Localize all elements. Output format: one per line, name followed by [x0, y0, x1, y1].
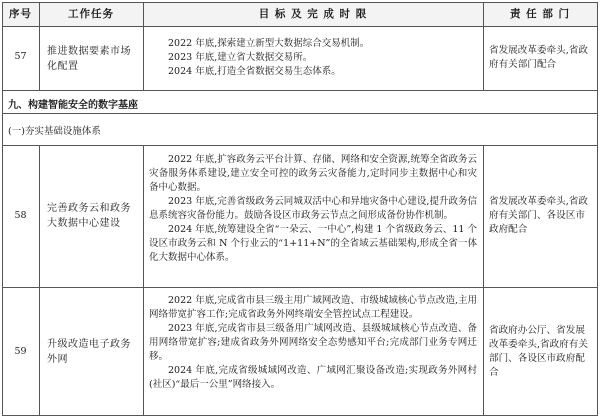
goal-paragraph: 2023 年底,建立省大数据交易所。	[168, 52, 313, 63]
header-goal: 目 标 及 完 成 时 限	[258, 8, 368, 20]
task-name: 升级改造电子政务外网	[47, 339, 131, 365]
header-dept: 责 任 部 门	[510, 8, 570, 20]
goal-text	[149, 294, 477, 392]
responsible-dept: 省发展改革委牵头,省政府有关部门配合	[489, 45, 588, 70]
goal-text	[149, 37, 477, 79]
goal-paragraph: 2022 年底,探索建立新型大数据综合交易机制。	[168, 38, 370, 49]
goal-paragraph: 2022 年底,完成省市县三级主用广域网改造、市级城域核心节点改造,主用网络带宽扩容工作;完成省政务外网终端安全管控试点工程建设。	[149, 295, 477, 320]
header-task: 工作任务	[68, 8, 114, 20]
task-name: 推进数据要素市场化配置	[47, 46, 131, 72]
subsection-heading: (一)夯实基础设施体系	[8, 126, 101, 137]
responsible-dept: 省发展改革委牵头,省政府有关部门、各设区市政府配合	[489, 196, 588, 235]
header-no: 序号	[9, 8, 32, 20]
section-heading: 九、构建智能安全的数字基座	[8, 100, 138, 111]
row-number: 58	[14, 210, 27, 221]
policy-table	[2, 2, 598, 416]
responsible-dept: 省政府办公厅、省发展改革委牵头,省政府有关部门、各设区市政府配合	[489, 325, 588, 378]
goal-paragraph: 2022 年底,扩容政务云平台计算、存储、网络和安全资源,统筹全省政务云灾备服务体系建设,建立安全可控的政务云灾备能力,定时同步主数据中心和灾备中心数据。	[149, 154, 477, 193]
goal-paragraph: 2023 年底,完善省级政务云同城双活中心和异地灾备中心建设,提升政务信息系统容灾备份能力。鼓励各设区市政务云节点之间形成备份协作机制。	[149, 196, 477, 221]
task-name: 完善政务云和政务大数据中心建设	[47, 203, 131, 229]
goal-paragraph: 2024 年底,打造全省数据交易生态体系。	[168, 66, 341, 77]
row-number: 57	[14, 51, 27, 62]
goal-text	[149, 153, 477, 265]
goal-paragraph: 2024 年底,统筹建设全省“一朵云、一中心”,构建 1 个省级政务云、11 个设区市政务云和 N 个行业云的“1+11+N”的全省域云基础架构,形成全省一体化大数据中心体系。	[149, 224, 477, 263]
goal-paragraph: 2023 年底,完成省市县三级备用广域网改造、县级城域核心节点改造、备用网络带宽扩容;建成省政务外网网络安全态势感知平台;完成部门业务专网迁移。	[149, 323, 477, 362]
goal-paragraph: 2024 年底,完成省级城域网改造、广域网汇聚设备改造;实现政务外网村(社区)“最后一公里”网络接入。	[149, 365, 477, 390]
row-number: 59	[14, 346, 27, 357]
